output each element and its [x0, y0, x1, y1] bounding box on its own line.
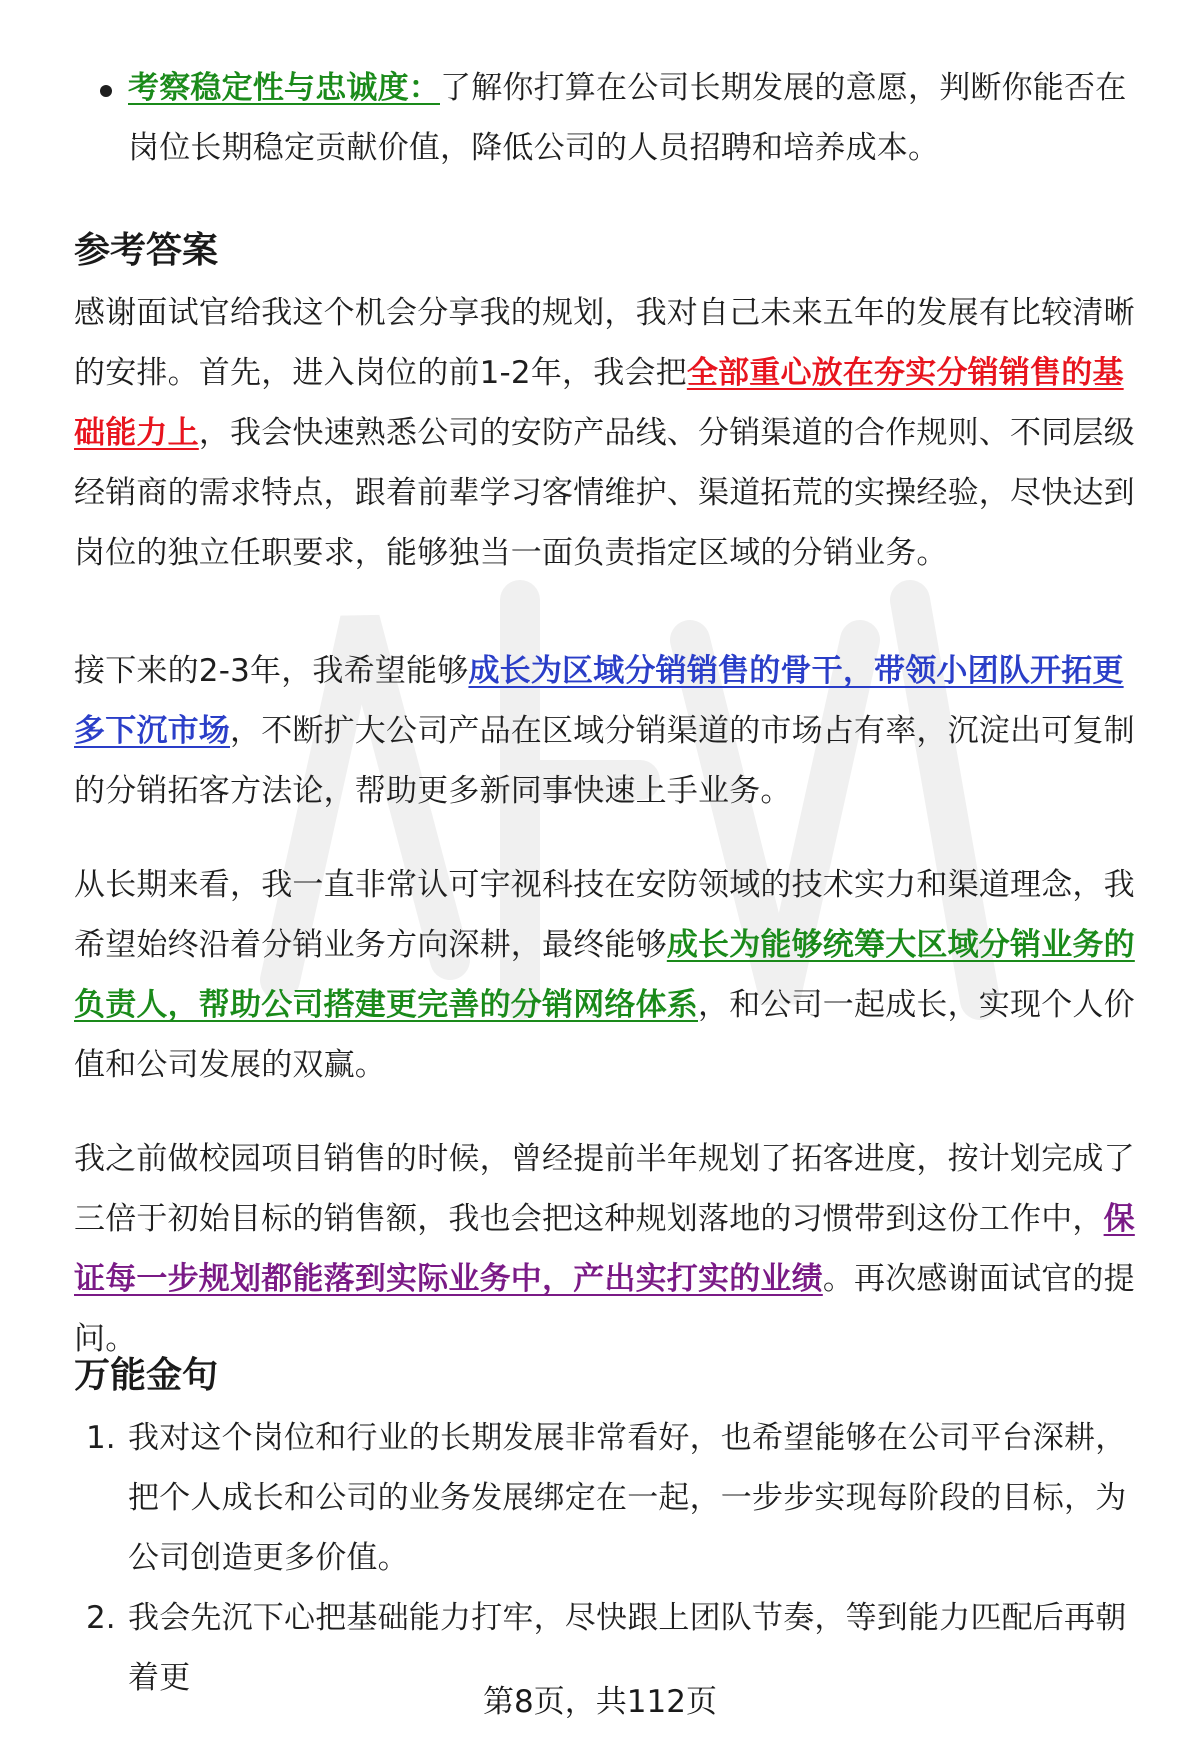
paragraph-3-text-a: 从长期来看，我一直非常认可宇视科技在安防领域的技术实力和渠道理念，我希望始终沿着分销业务方向深耕，最终能够 [74, 867, 1135, 963]
paragraph-2-highlight: 成长为区域分销销售的骨干，带领小团队开拓更多下沉市场 [74, 653, 1124, 749]
list-item-number: 1. [86, 1420, 116, 1456]
paragraph-2-text-a: 接下来的2-3年，我希望能够 [74, 653, 469, 689]
section-heading-golden-sentences: 万能金句 [74, 1355, 219, 1396]
paragraph-1 [74, 283, 1140, 583]
bullet-label: 考察稳定性与忠诚度： [128, 70, 440, 106]
list-item-text: 我对这个岗位和行业的长期发展非常看好，也希望能够在公司平台深耕，把个人成长和公司的业务发展绑定在一起，一步步实现每阶段的目标，为公司创造更多价值。 [128, 1420, 1127, 1576]
paragraph-1-text-a: 感谢面试官给我这个机会分享我的规划，我对自己未来五年的发展有比较清晰的安排。首先，进入岗位的前1-2年，我会把 [74, 295, 1135, 391]
paragraph-4 [74, 1129, 1140, 1369]
paragraph-1-text-b: ，我会快速熟悉公司的安防产品线、分销渠道的合作规则、不同层级经销商的需求特点，跟着前辈学习客情维护、渠道拓荒的实操经验，尽快达到岗位的独立任职要求，能够独当一面负责指定区域的分销业务。 [74, 415, 1135, 571]
bullet-body: 了解你打算在公司长期发展的意愿，判断你能否在岗位长期稳定贡献价值，降低公司的人员招聘和培养成本。 [128, 70, 1127, 166]
paragraph-1-highlight: 全部重心放在夯实分销销售的基础能力上 [74, 355, 1124, 451]
bullet-text [128, 58, 1140, 178]
list-item-text: 我会先沉下心把基础能力打牢，尽快跟上团队节奏，等到能力匹配后再朝着更 [128, 1600, 1127, 1696]
paragraph-2 [74, 641, 1140, 821]
paragraph-3-highlight: 成长为能够统筹大区域分销业务的负责人，帮助公司搭建更完善的分销网络体系 [74, 927, 1135, 1023]
bullet-dot-icon [100, 85, 112, 97]
page-footer: 第8页，共112页 [483, 1684, 717, 1720]
list-item-number: 2. [86, 1600, 116, 1636]
paragraph-2-text-b: ，不断扩大公司产品在区域分销渠道的市场占有率，沉淀出可复制的分销拓客方法论，帮助更多新同事快速上手业务。 [74, 713, 1135, 809]
paragraph-4-text-a: 我之前做校园项目销售的时候，曾经提前半年规划了拓客进度，按计划完成了三倍于初始目标的销售额，我也会把这种规划落地的习惯带到这份工作中， [74, 1141, 1135, 1237]
section-heading-reference-answer: 参考答案 [74, 230, 219, 271]
paragraph-4-highlight: 保证每一步规划都能落到实际业务中，产出实打实的业绩 [74, 1201, 1135, 1297]
paragraph-3-text-b: ，和公司一起成长，实现个人价值和公司发展的双赢。 [74, 987, 1135, 1083]
paragraph-4-text-b: 。再次感谢面试官的提问。 [74, 1261, 1135, 1357]
paragraph-3 [74, 855, 1140, 1095]
